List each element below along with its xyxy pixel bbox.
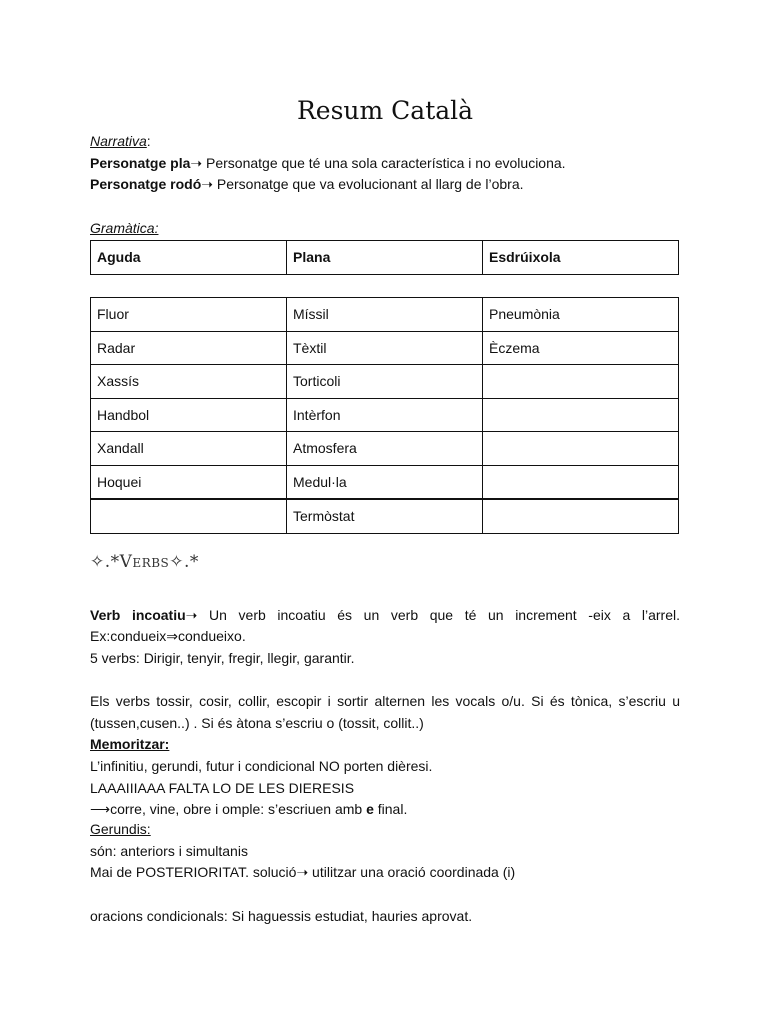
- personatge-pla-line: [90, 153, 680, 175]
- table-cell: Tèxtil: [287, 331, 483, 365]
- memoritzar-line: [90, 734, 680, 756]
- table-cell: Atmosfera: [287, 432, 483, 466]
- table-header-row: [91, 241, 679, 275]
- table-cell: Míssil: [287, 298, 483, 332]
- mai-solution: utilitzar una oració coordinada (i): [308, 864, 516, 880]
- table-cell: Fluor: [91, 298, 287, 332]
- table-row: [91, 465, 679, 499]
- personatge-rodo-definition: Personatge que va evolucionant al llarg de l’obra.: [212, 176, 524, 192]
- verbs-heading: [90, 552, 199, 572]
- table-cell: Hoquei: [91, 465, 287, 499]
- table-row: [91, 398, 679, 432]
- table-row: [91, 298, 679, 332]
- five-verbs-line: 5 verbs: Dirigir, tenyir, fregir, llegir, garantir.: [90, 649, 355, 666]
- narrativa-heading-line: [90, 131, 680, 153]
- verbs-heading-text: Verbs: [119, 552, 170, 572]
- table-row: [91, 432, 679, 466]
- verb-incoatiu-example: Ex:condueix⇒condueixo.: [90, 628, 246, 644]
- table-cell: [91, 499, 287, 533]
- verb-incoatiu-line: [90, 605, 680, 627]
- table-cell: [483, 465, 679, 499]
- header-plana: Plana: [287, 241, 483, 275]
- table-cell: [483, 398, 679, 432]
- corre-text: ⟶corre, vine, obre i omple: s’escriuen amb: [90, 801, 367, 817]
- document-title: Resum Català: [296, 96, 474, 125]
- narrativa-colon: :: [146, 133, 151, 149]
- arrow-icon: ➝: [185, 606, 198, 623]
- verb-incoatiu-term: Verb incoatiu: [90, 606, 186, 623]
- header-esdruixola: Esdrúixola: [483, 241, 679, 275]
- dieresi-line: L’infinitiu, gerundi, futur i condicional NO porten dièresi.: [90, 758, 433, 774]
- header-aguda: Aguda: [91, 241, 287, 275]
- table-cell: Xandall: [91, 432, 287, 466]
- table-cell: Medul·la: [287, 465, 483, 499]
- accent-words-table: [90, 297, 679, 534]
- table-cell: Handbol: [91, 398, 287, 432]
- sparkle-icon: ✧.*: [169, 552, 199, 572]
- narrativa-heading: Narrativa: [90, 133, 147, 149]
- arrow-icon: ➝: [190, 154, 203, 171]
- personatge-pla-definition: Personatge que té una sola característica i no evoluciona.: [202, 154, 566, 171]
- table-cell: Intèrfon: [287, 398, 483, 432]
- corre-line: [90, 799, 680, 821]
- arrow-icon: ➝: [201, 176, 213, 192]
- table-row: [91, 331, 679, 365]
- memoritzar-heading: Memoritzar:: [90, 736, 170, 752]
- arrow-icon: ➝: [296, 864, 309, 880]
- corre-suffix: final.: [373, 801, 408, 817]
- sparkle-icon: ✧.*: [90, 552, 120, 572]
- table-cell: [483, 365, 679, 399]
- personatge-rodo-term: Personatge rodó: [90, 176, 202, 192]
- personatge-rodo-line: [90, 174, 680, 196]
- mai-line: [90, 862, 680, 884]
- table-cell: Xassís: [91, 365, 287, 399]
- table-cell: Radar: [91, 331, 287, 365]
- table-row: [91, 499, 679, 533]
- table-cell: [483, 432, 679, 466]
- table-cell: Torticoli: [287, 365, 483, 399]
- table-row: [91, 365, 679, 399]
- personatge-pla-term: Personatge pla: [90, 154, 191, 171]
- alternen-line-2: (tussen,cusen..) . Si és àtona s’escriu o (tossit, collit..): [90, 714, 424, 731]
- falta-line: LAAAIIIAAA FALTA LO DE LES DIERESIS: [90, 779, 355, 796]
- mai-text: Mai de POSTERIORITAT. solució: [90, 864, 297, 880]
- table-cell: Termòstat: [287, 499, 483, 533]
- verb-incoatiu-definition: Un verb incoatiu és un verb que té un increment -eix a l’arrel.: [197, 606, 680, 623]
- gerundis-heading: Gerundis:: [90, 821, 151, 837]
- gramatica-heading: Gramàtica:: [90, 219, 159, 236]
- table-cell: [483, 499, 679, 533]
- son-line: són: anteriors i simultanis: [90, 842, 248, 859]
- corre-bold-e: e: [366, 801, 374, 817]
- condicionals-line: oracions condicionals: Si haguessis estudiat, hauries aprovat.: [90, 907, 473, 924]
- table-cell: Èczema: [483, 331, 679, 365]
- accent-header-table: [90, 240, 679, 275]
- alternen-line-1: Els verbs tossir, cosir, collir, escopir i sortir alternen les vocals o/u. Si és tònica, s’escriu u: [90, 693, 680, 709]
- table-cell: Pneumònia: [483, 298, 679, 332]
